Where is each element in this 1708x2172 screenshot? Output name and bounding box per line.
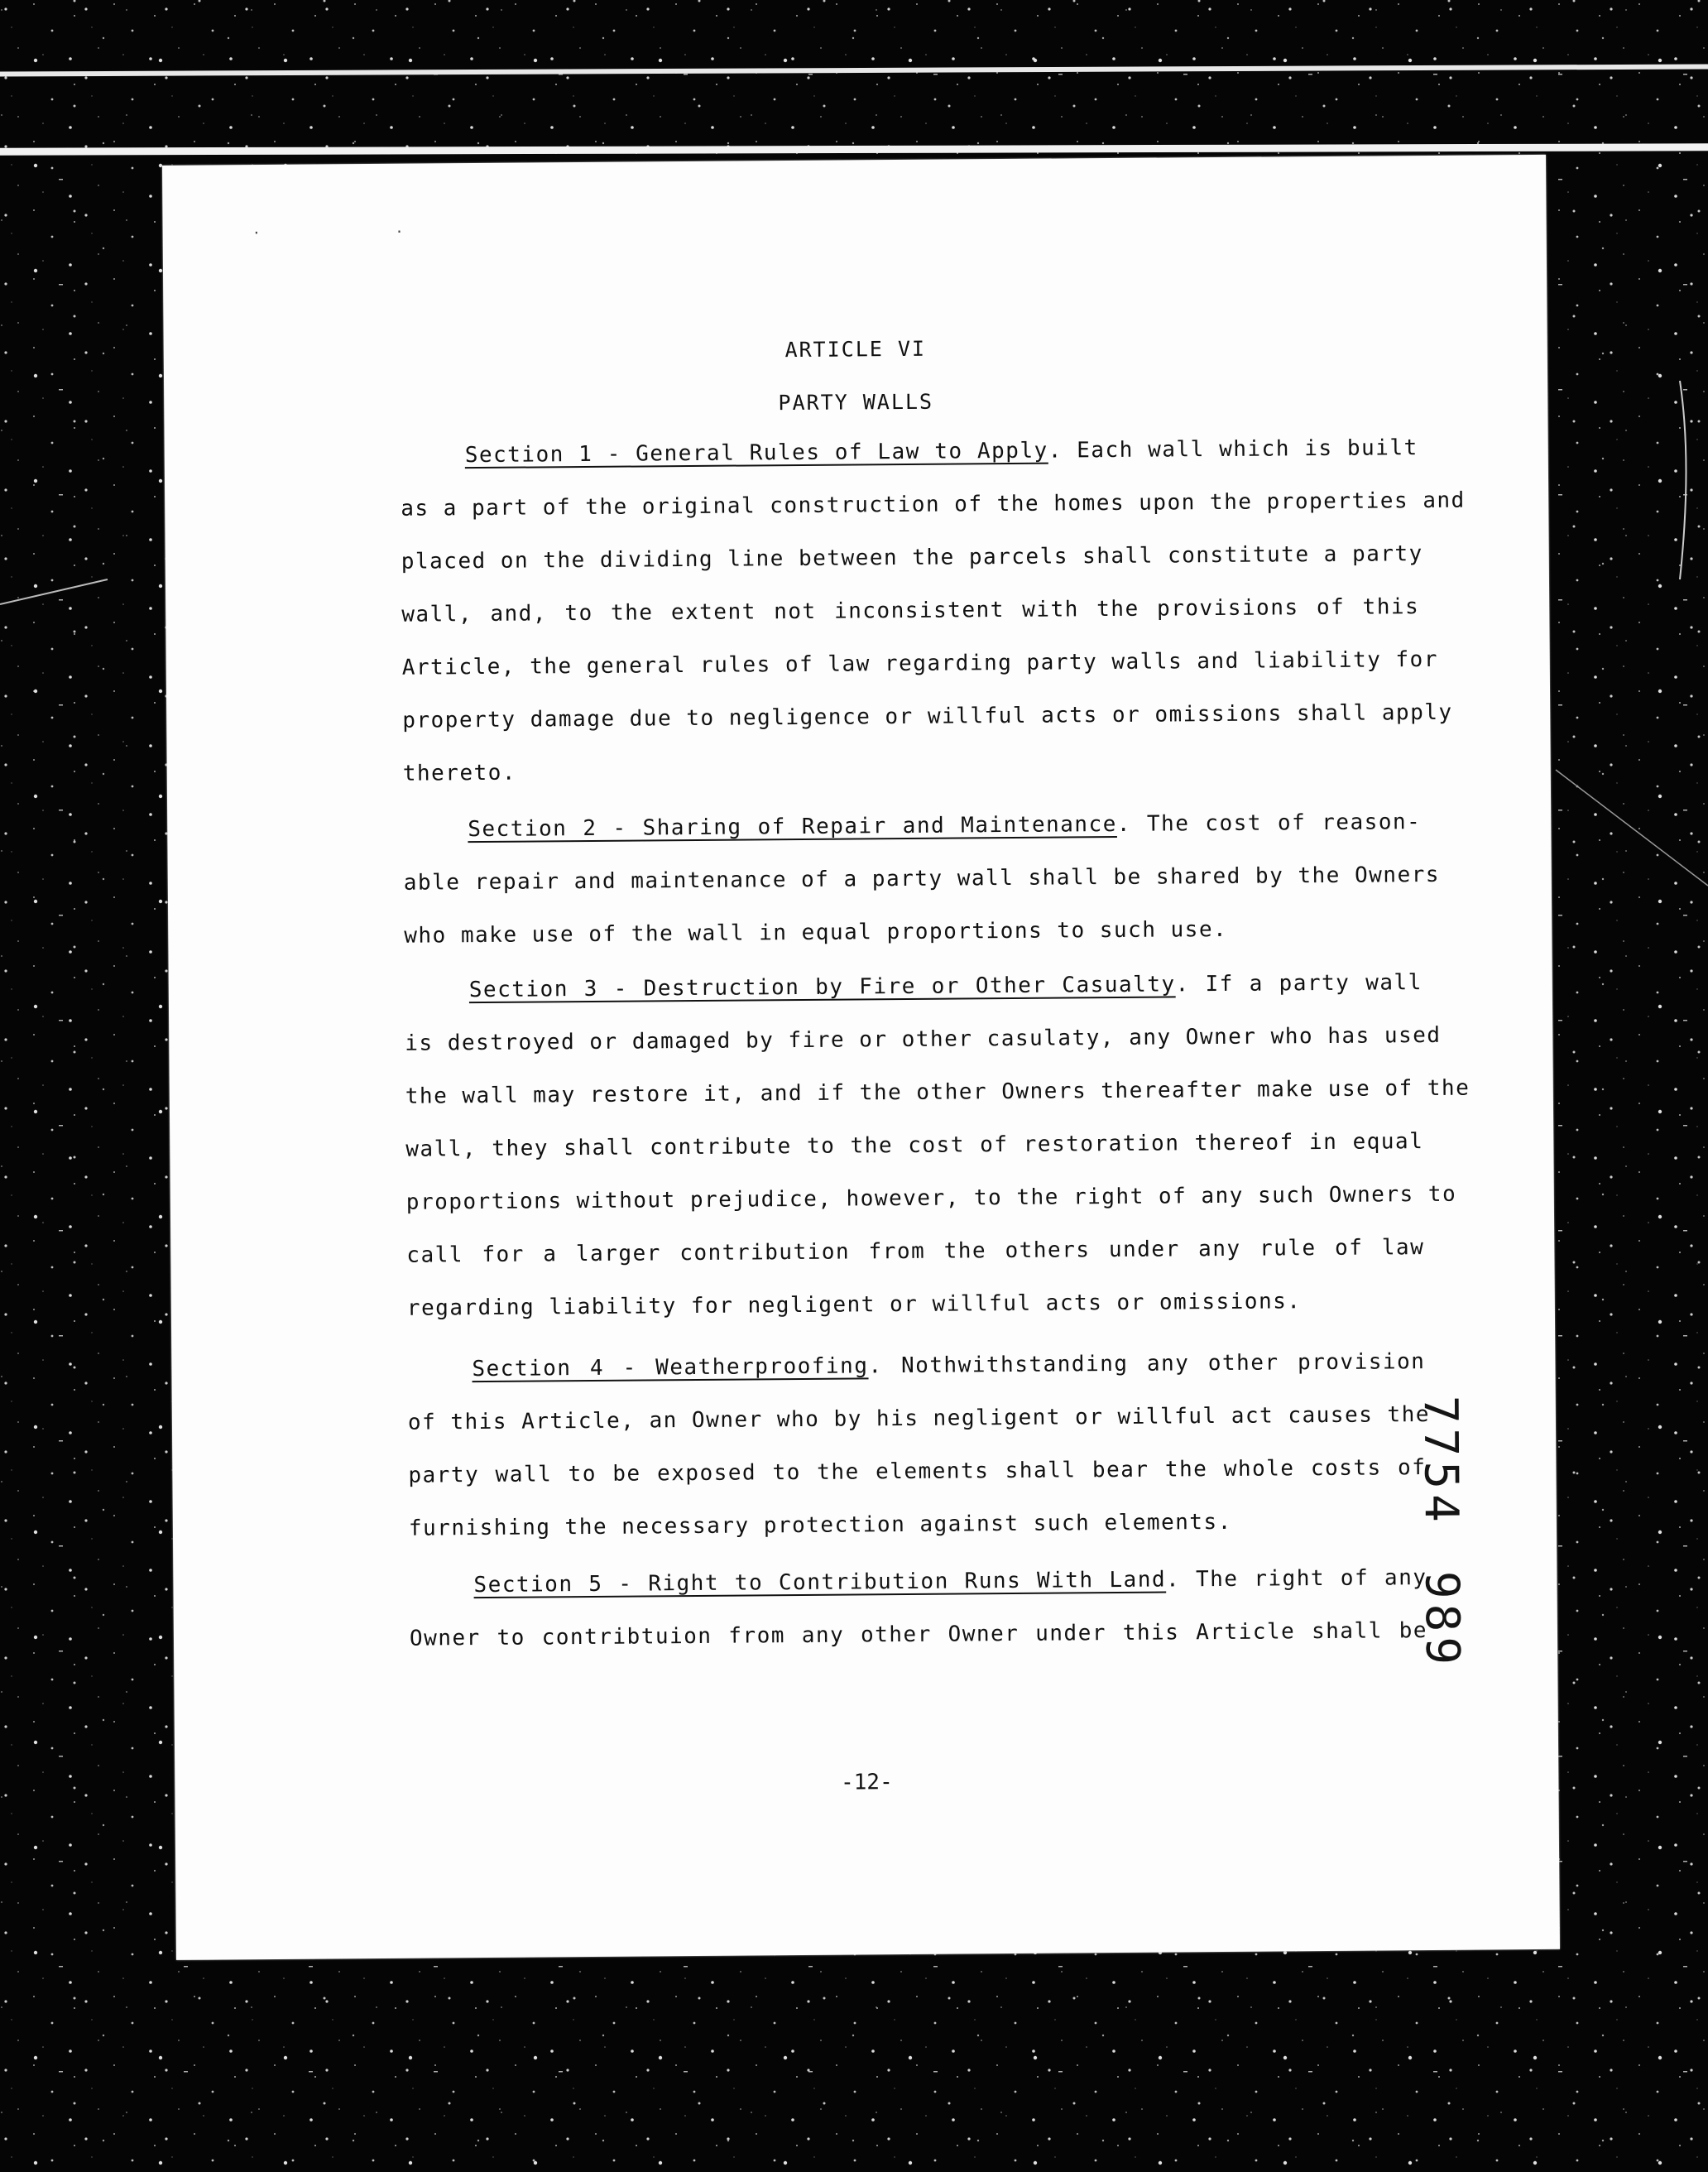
section-1-heading: Section 1 - General Rules of Law to Apply	[464, 438, 1048, 469]
section-3-line: the wall may restore it, and if the other Owners thereafter make use of the	[405, 1075, 1471, 1109]
section-1-line: thereto.	[402, 760, 517, 786]
section-4-line: party wall to be exposed to the elements shall bear the whole costs of	[408, 1455, 1427, 1488]
section-2-line: able repair and maintenance of a party wall shall be shared by the Owners	[403, 862, 1441, 896]
section-3-heading: Section 3 - Destruction by Fire or Other Casualty	[468, 972, 1176, 1003]
section-1-line: property damage due to negligence or willful acts or omissions shall apply	[402, 699, 1453, 733]
section-1-line: wall, and, to the extent not inconsistent with the provisions of this	[401, 594, 1420, 627]
section-3	[405, 956, 1471, 1335]
section-4-heading: Section 4 - Weatherproofing	[472, 1353, 869, 1382]
section-3-line: is destroyed or damaged by fire or other casulaty, any Owner who has used	[405, 1022, 1442, 1056]
section-1-line: . Each wall which is built	[1048, 435, 1418, 464]
section-1-line: placed on the dividing line between the parcels shall constitute a party	[401, 541, 1423, 574]
recording-book-number: 7754	[1413, 1395, 1468, 1528]
section-4-line: of this Article, an Owner who by his negligent or willful act causes the	[407, 1402, 1431, 1435]
section-3-line: regarding liability for negligent or willful acts or omissions.	[406, 1289, 1302, 1321]
article-number: ARTICLE VI	[784, 336, 927, 363]
section-5-line: Owner to contribtuion from any other Owner under this Article shall be	[409, 1618, 1428, 1651]
section-5	[409, 1551, 1427, 1665]
speck-marks: · ·	[253, 221, 468, 243]
page-number: -12-	[840, 1770, 893, 1795]
section-5-heading: Section 5 - Right to Contribution Runs With Land	[473, 1567, 1167, 1598]
section-2-heading: Section 2 - Sharing of Repair and Maintenance	[468, 811, 1117, 843]
article-title: PARTY WALLS	[778, 389, 934, 416]
section-1	[401, 421, 1466, 800]
section-3-line: proportions without prejudice, however, to the right of any such Owners to	[405, 1181, 1457, 1215]
section-1-line: as a part of the original construction of the homes upon the properties and	[401, 488, 1466, 521]
section-2-line: who make use of the wall in equal proportions to such use.	[404, 916, 1228, 949]
section-5-line: . The right of any	[1165, 1565, 1427, 1593]
section-4-line: . Nothwithstanding any other provision	[868, 1349, 1426, 1379]
section-3-line: wall, they shall contribute to the cost of restoration thereof in equal	[405, 1129, 1424, 1162]
recording-page-number: 989	[1414, 1570, 1470, 1670]
section-4-line: furnishing the necessary protection against such elements.	[408, 1509, 1232, 1541]
section-2-line: . The cost of reason-	[1116, 810, 1422, 837]
section-1-line: Article, the general rules of law regarding party walls and liability for	[401, 646, 1439, 680]
document-page	[162, 155, 1560, 1960]
section-2	[403, 795, 1441, 963]
section-3-line: call for a larger contribution from the others under any rule of law	[406, 1235, 1425, 1268]
section-3-line: . If a party wall	[1175, 970, 1423, 997]
section-4	[407, 1335, 1431, 1555]
